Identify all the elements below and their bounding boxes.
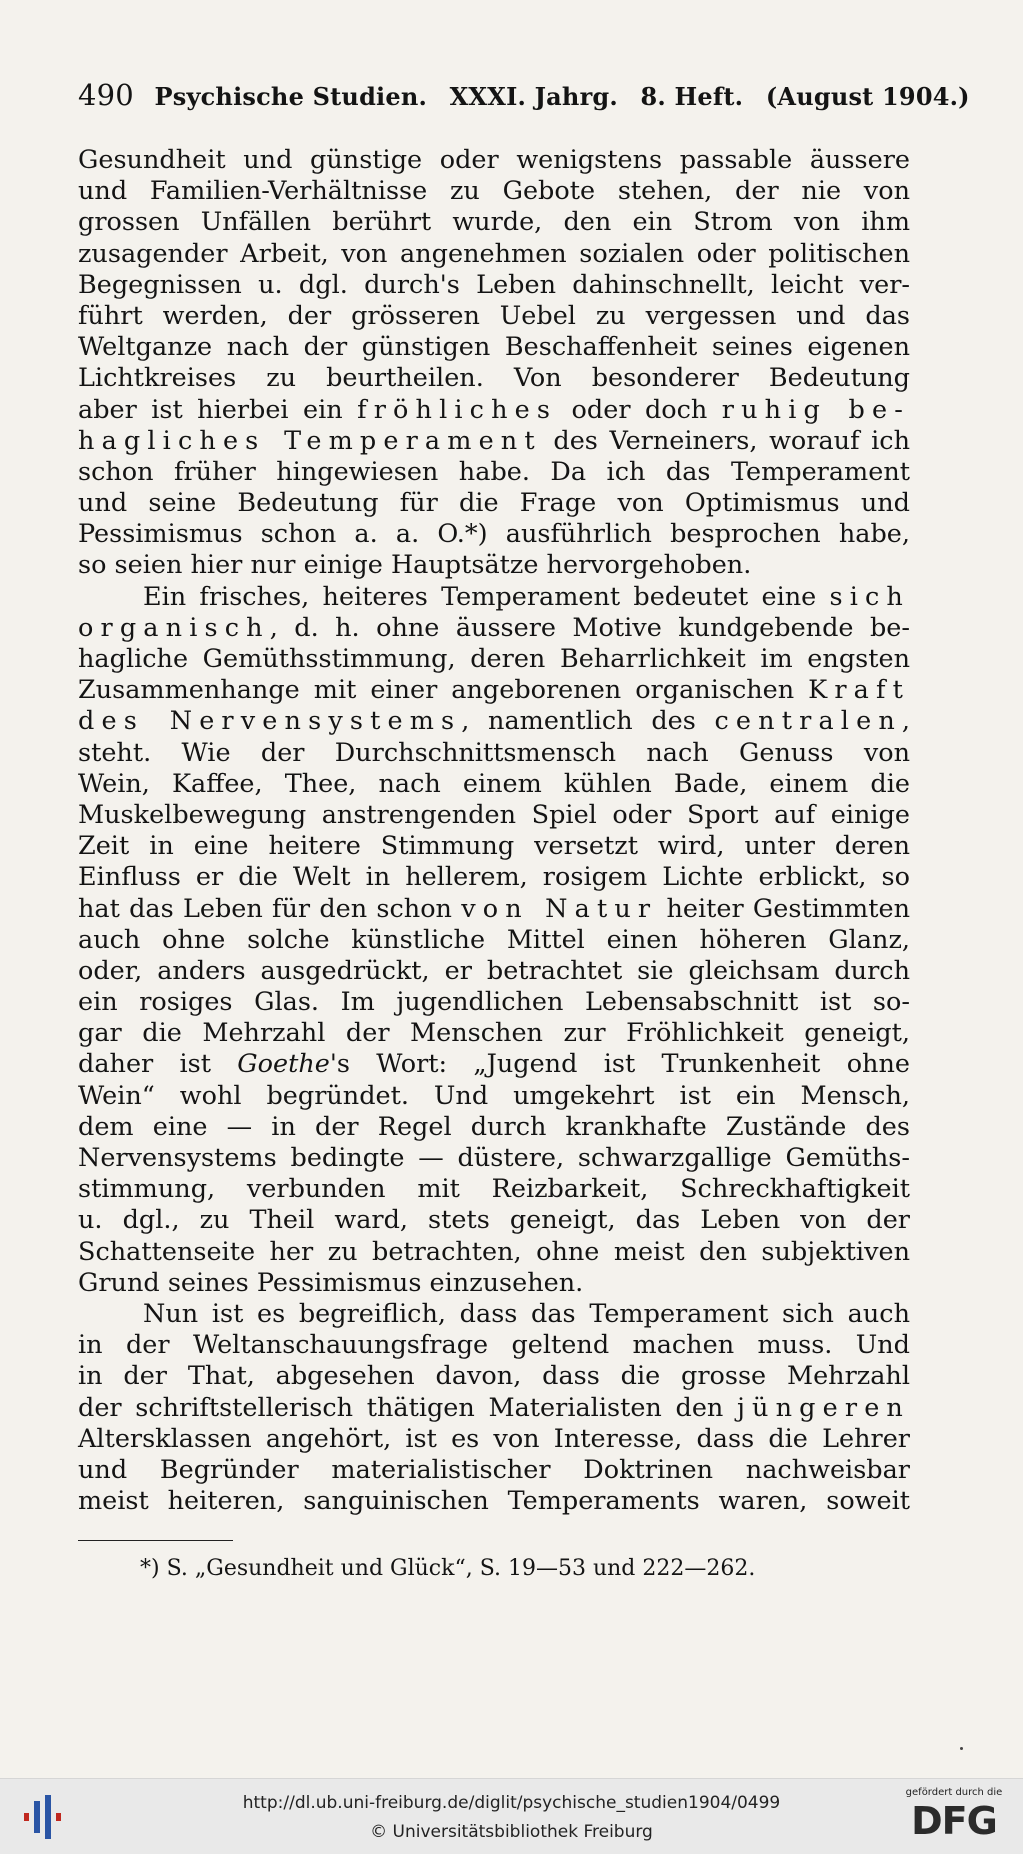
italic-name: Goethe	[237, 1049, 330, 1080]
issue-date: (August 1904.)	[765, 82, 970, 111]
spaced-emphasis: von Natur	[461, 893, 658, 924]
text-segment: ,	[901, 706, 910, 737]
text-segment: hat das Leben für den schon	[78, 893, 462, 924]
text-line: in der Weltanschauungsfrage geltend machen muss. Und	[78, 1330, 910, 1361]
text-line: grossen Unfällen berührt wurde, den ein Strom von ihm	[78, 207, 910, 238]
text-line: Begegnissen u. dgl. durch's Leben dahinschnellt, leicht ver-	[78, 269, 910, 300]
text-line	[78, 426, 910, 457]
text-line: Nun ist es begreiflich, dass das Temperament sich auch	[143, 1298, 910, 1329]
copyright-notice: © Universitätsbibliothek Freiburg	[370, 1822, 653, 1842]
text-line: Nervensystems bedingte — düstere, schwarzgallige Gemüths-	[78, 1143, 910, 1173]
text-line: gar die Mehrzahl der Menschen zur Fröhlichkeit geneigt,	[78, 1018, 910, 1049]
text-line: und Familien-Verhältnisse zu Gebote stehen, der nie von	[78, 176, 910, 207]
text-line: hagliche Gemüthsstimmung, deren Beharrlichkeit im engsten	[78, 644, 910, 674]
text-line: schon früher hingewiesen habe. Da ich das Temperament	[78, 456, 910, 487]
text-line: Wein, Kaffee, Thee, nach einem kühlen Bade, einem die	[78, 768, 910, 799]
body-text	[78, 145, 910, 1517]
text-segment: oder doch	[557, 394, 722, 425]
text-line: Zeit in eine heitere Stimmung versetzt wird, unter deren	[78, 831, 910, 862]
text-line: u. dgl., zu Theil ward, stets geneigt, das Leben von der	[78, 1205, 910, 1236]
text-line: führt werden, der grösseren Uebel zu vergessen und das	[78, 300, 910, 331]
volume: XXXI. Jahrg.	[449, 82, 618, 111]
running-head	[78, 78, 970, 112]
permalink-url[interactable]: http://dl.ub.uni-freiburg.de/diglit/psychische_studien1904/0499	[242, 1793, 781, 1813]
text-line: und Begründer materialistischer Doktrinen nachweisbar	[78, 1454, 910, 1485]
spaced-emphasis: hagliches Temperament	[78, 425, 542, 456]
scan-speck	[960, 1747, 963, 1750]
text-segment: , d. h. ohne äussere Motive kundgebende be-	[269, 612, 910, 643]
text-line	[78, 706, 910, 737]
text-segment: heiter Gestimmten	[657, 893, 910, 924]
text-line	[78, 395, 910, 426]
spaced-emphasis: centralen	[714, 706, 902, 737]
spaced-emphasis: des Nervensystems	[78, 706, 462, 737]
text-line: Lichtkreises zu beurtheilen. Von besonderer Bedeutung	[78, 363, 910, 394]
text-line	[78, 894, 910, 925]
footnote-rule	[78, 1540, 233, 1541]
text-line: Gesundheit und günstige oder wenigstens passable äussere	[78, 145, 910, 175]
text-line: zusagender Arbeit, von angenehmen sozialen oder politischen	[78, 238, 910, 269]
text-segment: 's Wort: „Jugend ist Trunkenheit ohne	[329, 1049, 910, 1080]
text-segment: der schriftstellerisch thätigen Materialisten den	[78, 1392, 737, 1423]
text-line: oder, anders ausgedrückt, er betrachtet sie gleichsam durch	[78, 955, 910, 986]
text-segment: , namentlich des	[461, 706, 715, 737]
spaced-emphasis: ruhig be-	[721, 394, 911, 425]
text-line: Altersklassen angehört, ist es von Interesse, dass die Lehrer	[78, 1423, 910, 1454]
text-segment: aber ist hierbei ein	[78, 394, 358, 425]
text-segment: daher ist	[78, 1049, 238, 1080]
text-line: ein rosiges Glas. Im jugendlichen Lebensabschnitt ist so-	[78, 987, 910, 1018]
spaced-emphasis: fröhliches	[357, 394, 558, 425]
spaced-emphasis: sich	[829, 581, 910, 612]
text-line	[78, 582, 910, 613]
text-line: so seien hier nur einige Hauptsätze hervorgehoben.	[78, 550, 752, 581]
dfg-label: DFG	[911, 1799, 997, 1843]
text-line: in der That, abgesehen davon, dass die grosse Mehrzahl	[78, 1361, 910, 1392]
viewer-footer	[0, 1778, 1023, 1854]
text-line: Weltganze nach der günstigen Beschaffenheit seines eigenen	[78, 332, 910, 363]
text-line: Pessimismus schon a. a. O.*) ausführlich besprochen habe,	[78, 519, 910, 550]
dfg-caption: gefördert durch die	[905, 1787, 1003, 1798]
page-number: 490	[78, 78, 134, 112]
text-line: stimmung, verbunden mit Reizbarkeit, Schreckhaftigkeit	[78, 1174, 910, 1205]
text-line: auch ohne solche künstliche Mittel einen höheren Glanz,	[78, 924, 910, 955]
text-line: Einfluss er die Welt in hellerem, rosigem Lichte erblickt, so	[78, 862, 910, 893]
spaced-emphasis: organisch	[78, 612, 270, 643]
text-line	[78, 613, 910, 644]
text-line: meist heiteren, sanguinischen Temperaments waren, soweit	[78, 1486, 910, 1517]
text-line: steht. Wie der Durchschnittsmensch nach Genuss von	[78, 737, 910, 768]
text-segment: des Verneiners, worauf ich	[541, 425, 910, 456]
text-line: Muskelbewegung anstrengenden Spiel oder Sport auf einige	[78, 799, 910, 830]
journal-title: Psychische Studien.	[154, 82, 428, 111]
dfg-logo	[899, 1787, 1009, 1842]
issue: 8. Heft.	[640, 82, 744, 111]
text-line: und seine Bedeutung für die Frage von Optimismus und	[78, 488, 910, 519]
text-line	[78, 1393, 910, 1424]
text-segment: Zusammenhange mit einer angeborenen organischen	[78, 675, 809, 706]
text-line: Schattenseite her zu betrachten, ohne meist den subjektiven	[78, 1236, 910, 1267]
text-line: Grund seines Pessimismus einzusehen.	[78, 1267, 584, 1298]
text-line	[78, 1049, 910, 1080]
footnote: *) S. „Gesundheit und Glück“, S. 19—53 und 222—262.	[140, 1556, 756, 1581]
spaced-emphasis: Kraft	[808, 675, 910, 706]
text-line: Wein“ wohl begründet. Und umgekehrt ist ein Mensch,	[78, 1080, 910, 1111]
spaced-emphasis: jüngeren	[737, 1392, 910, 1423]
text-segment: Ein frisches, heiteres Temperament bedeutet eine	[143, 581, 830, 612]
text-line	[78, 675, 910, 706]
text-line: dem eine — in der Regel durch krankhafte Zustände des	[78, 1111, 910, 1142]
